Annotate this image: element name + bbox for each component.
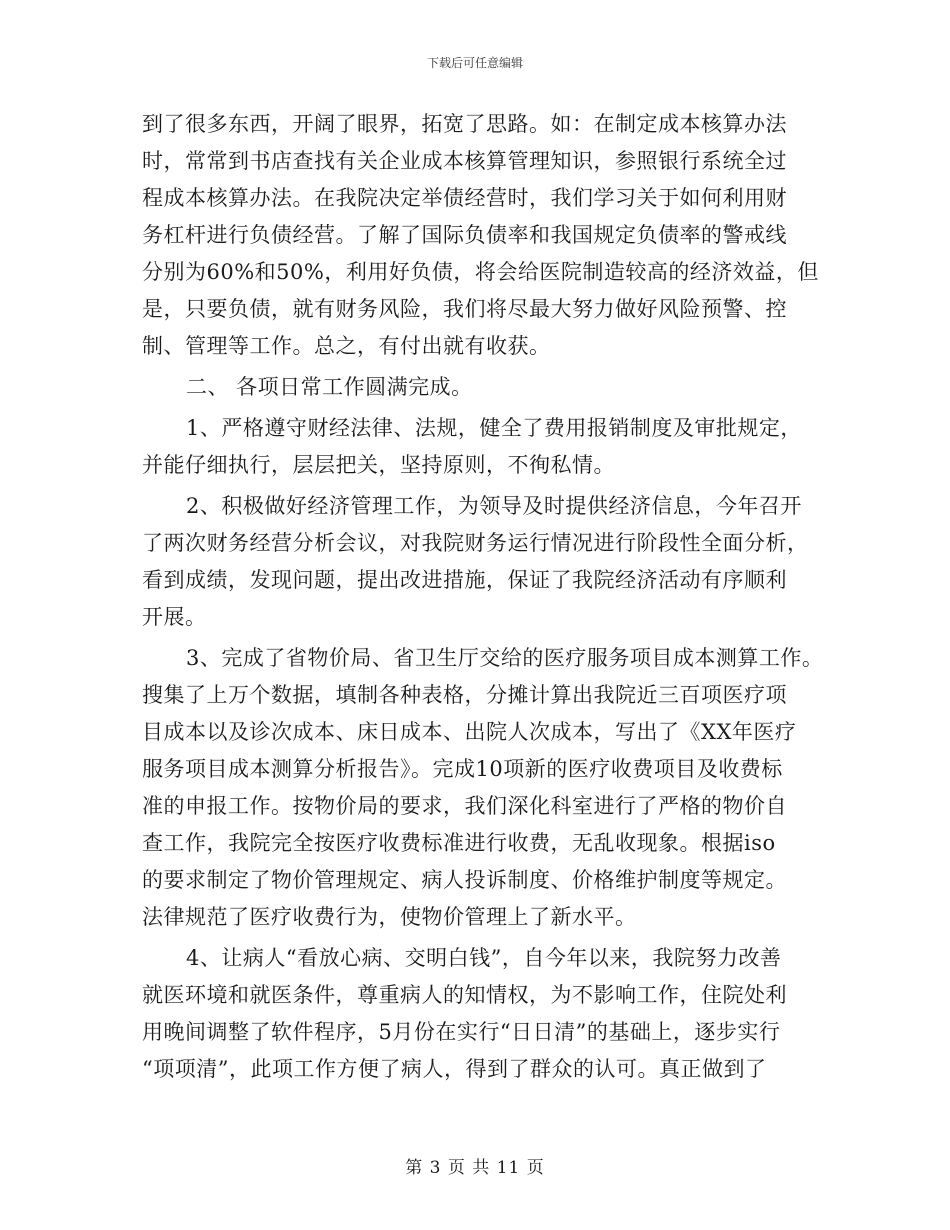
body-line: 是，只要负债，就有财务风险，我们将尽最大努力做好风险预警、控 bbox=[142, 297, 787, 321]
body-line: 务杠杆进行负债经营。了解了国际负债率和我国规定负债率的警戒线 bbox=[142, 223, 787, 247]
body-line: 时，常常到书店查找有关企业成本核算管理知识，参照银行系统全过 bbox=[142, 149, 787, 173]
paragraph-start: 3、完成了省物价局、省卫生厅交给的医疗服务项目成本测算工作。 bbox=[186, 646, 824, 670]
body-line: 看到成绩，发现问题，提出改进措施，保证了我院经济活动有序顺利 bbox=[142, 568, 787, 592]
body-line: 准的申报工作。按物价局的要求，我们深化科室进行了严格的物价自 bbox=[142, 794, 787, 818]
body-line: 就医环境和就医条件，尊重病人的知情权，为不影响工作，住院处利 bbox=[142, 983, 787, 1007]
body-line: 程成本核算办法。在我院决定举债经营时，我们学习关于如何利用财 bbox=[142, 186, 787, 210]
body-line: 分别为60%和50%，利用好负债，将会给医院制造较高的经济效益，但 bbox=[142, 260, 819, 284]
body-line: 开展。 bbox=[142, 605, 207, 629]
body-line: 的要求制定了物价管理规定、病人投诉制度、价格维护制度等规定。 bbox=[142, 868, 787, 892]
paragraph-start: 2、积极做好经济管理工作，为领导及时提供经济信息，今年召开 bbox=[186, 494, 802, 518]
body-line: 了两次财务经营分析会议，对我院财务运行情况进行阶段性全面分析， bbox=[142, 531, 809, 555]
body-line: 用晚间调整了软件程序，5月份在实行“日日清”的基础上，逐步实行 bbox=[142, 1020, 781, 1044]
body-line: 并能仔细执行，层层把关，坚持原则，不徇私情。 bbox=[142, 453, 615, 477]
body-line: 服务项目成本测算分析报告》。完成10项新的医疗收费项目及收费标 bbox=[142, 757, 783, 781]
body-line: 制、管理等工作。总之，有付出就有收获。 bbox=[142, 334, 551, 358]
body-line: 搜集了上万个数据，填制各种表格，分摊计算出我院近三百项医疗项 bbox=[142, 683, 787, 707]
paragraph-start: 1、严格遵守财经法律、法规，健全了费用报销制度及审批规定， bbox=[186, 416, 802, 440]
section-heading: 二、 各项日常工作圆满完成。 bbox=[186, 375, 473, 399]
body-line: 查工作，我院完全按医疗收费标准进行收费，无乱收现象。根据iso bbox=[142, 831, 776, 855]
page-header: 下载后可任意编辑 bbox=[426, 56, 523, 70]
body-line: “项项清”，此项工作方便了病人，得到了群众的认可。真正做到了 bbox=[142, 1057, 767, 1081]
body-line: 法律规范了医疗收费行为，使物价管理上了新水平。 bbox=[142, 905, 637, 929]
page-footer: 第 3 页 共 11 页 bbox=[405, 1158, 545, 1178]
body-line: 到了很多东西，开阔了眼界，拓宽了思路。如：在制定成本核算办法 bbox=[142, 112, 787, 136]
document-body bbox=[142, 106, 822, 1088]
body-line: 目成本以及诊次成本、床日成本、出院人次成本，写出了《XX年医疗 bbox=[142, 720, 797, 744]
paragraph-start: 4、让病人“看放心病、交明白钱”，自今年以来，我院努力改善 bbox=[186, 946, 782, 970]
